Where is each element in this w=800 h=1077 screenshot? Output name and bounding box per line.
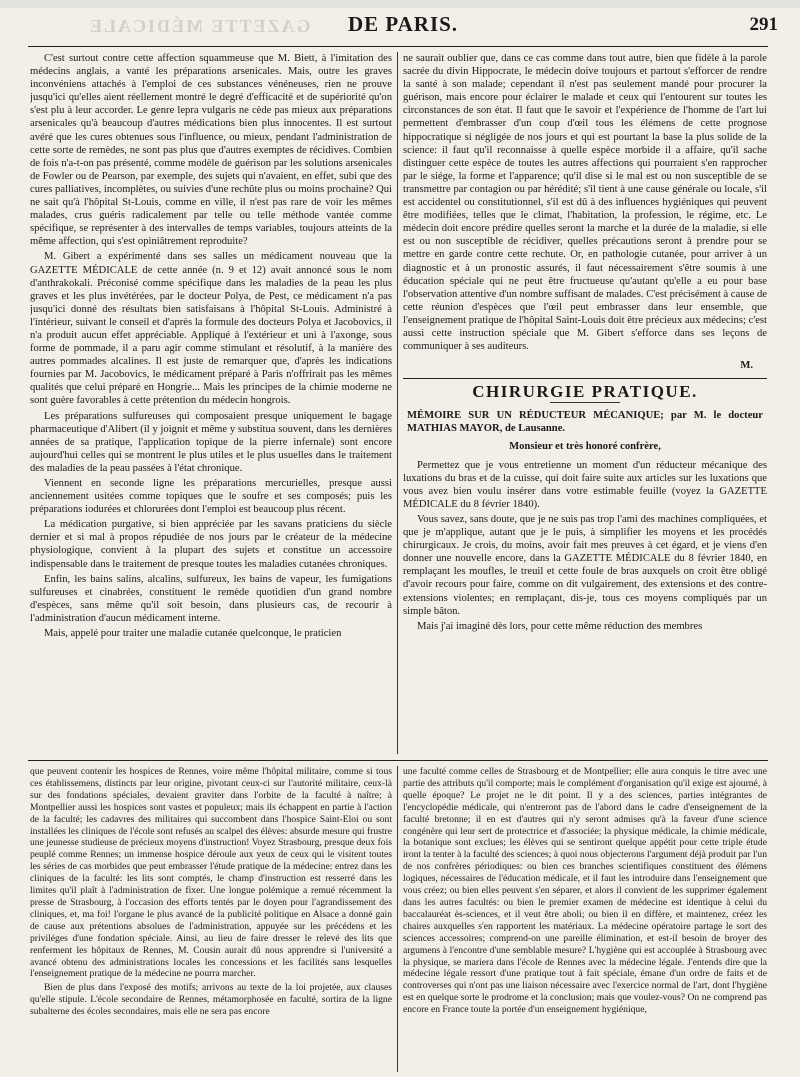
paragraph: une faculté comme celles de Strasbourg et de Montpellier; elle aura conquis le titre avec une partie des attributs qu'il comporte; mais le complément d'organisation qu'il exige est ajourné, à quelle époque? Le projet ne le dit point. Il y a des sciences, parties intégrantes de l'encyclopédie médicale, qui n'entreront pas de l'abord dans le cadre d'enseignement de la faculté bretonne; il en est d'autres qui n'y seront admises qu'à la faveur d'une science congénère qui leur sert de protectrice et d'associée; la physique médicale, la chimie médicale, la botanique sont exclues; les élèves qui se sentiront quelque appétit pour cette triple étude iront la tenter à la faculté des sciences; à quoi nous objecterons l'argument déjà produit par l'un de nos confrères périodiques: ou bien ces branches scientifiques constituent des élémens logiques, nécessaires de l'éducation médicale, et il faut les introduire dans l'enseignement que vous créez; ou bien elles peuvent s'en séparer, et alors il convient de les supprimer également dans les autres facultés: ou bien le premier examen de médecine est identique à celui du baccalauréat ès-sciences, et il veut être aboli; ou bien il en diffère, et maintenez, créez les chaires auxquelles s'en rapportent les matériaux. La médecine opératoire partage le sort des sciences accessoires; comprend-on une pareille élimination, et est-il besoin de broyer des argumens à l'encontre d'une semblable mesure? L'hygiène qui est accouplée à Strasbourg avec la physique, se mariera dans l'école de Rennes avec la médecine légale. J'entends dire que la médecine légale ressort d'une pratique tout à fait spéciale, émane d'un ordre de faits et de controverses qui n'ont pas une liaison nécessaire avec l'exercice normal de l'art, dont l'hygiène est en quelque sorte le prodrome et la conclusion; mais que voulez-vous? On ne comprend pas encore en France toute la portée d'un enseignement hygiénique, xyxy=(403,766,767,1016)
bottom-right-column xyxy=(403,766,767,1072)
page-header xyxy=(28,12,778,42)
paragraph: Les préparations sulfureuses qui composaient presque uniquement le bagage pharmaceutique d'Alibert (il y joignit et même y substitua souvent, dans les dernières années de sa pratique, l'application topique de la pierre infernale) sont encore aujourd'hui celles qui se montrent le plus utiles et le plus usuelles dans le traitement des maladies de la peau passées à l'état chronique. xyxy=(30,410,392,474)
page-number: 291 xyxy=(749,14,778,35)
title-underline xyxy=(550,402,620,403)
header-rule xyxy=(28,46,768,47)
paragraph: C'est surtout contre cette affection squammeuse que M. Biett, à l'imitation des médecins anglais, a vanté les préparations arsenicales. Mais, outre les graves inconvéniens attachés à l'emploi de ces substances vénéneuses, rien ne prouve jusqu'ici qu'elles aient réellement montré le degré d'efficacité et de supériorité qu'on s'est plu à leur accorder. Le genre lepra vulgaris ne cède pas mieux aux préparations arsenicales qu'à beaucoup d'autres médications bien plus innocentes. Il est surtout avéré que les cures obtenues sous l'influence, ou mieux, pendant l'administration de cette sorte de remèdes, ne sont pas plus que d'autres exemptes de récidives. Combien de fois n'a-t-on pas présenté, comme modèle de guérison par les solutions arsenicales de Fowler ou de Pearson, par exemple, des sujets qui n'avaient, en effet, subi que des cures palliatives, incomplètes, ou suivies d'une rechûte plus ou moins prochaine? Qui ne sait qu'à l'hôpital St-Louis, comme en ville, il n'est pas rare de voir les mêmes malades, crus guéris radicalement par telle ou telle méthode vantée comme spécifique, se représenter à des intervalles de temps variables, toujours atteints de la même affection, qui s'est opiniâtrement reproduite? xyxy=(30,53,392,248)
column-divider-bottom xyxy=(397,766,398,1072)
paragraph: Enfin, les bains salins, alcalins, sulfureux, les bains de vapeur, les fumigations sulfureuses et cinabrées, constituent le remède quotidien d'un grand nombre d'espèces, sans même qu'il soit besoin, dans plusieurs cas, de recourir à l'administration d'aucun médicament interne. xyxy=(30,573,392,624)
paragraph: M. Gibert a expérimenté dans ses salles un médicament nouveau que la GAZETTE MÉDICALE de cette année (n. 9 et 12) avait annoncé sous le nom d'anthrakokali. Préconisé comme spécifique dans les maladies de la peau les plus graves et les plus invétérées, par le docteur Polya, de Pest, ce médicament n'a pas jusqu'ici donné des résultats bien satisfaisans à l'hôpital St-Louis. Administré à l'intérieur, suivant le conseil et d'après la formule des docteurs Polya et Jacobovics, il n'a produit aucun effet appréciable. Appliqué à l'extérieur et uni à l'axonge, sous forme de pommade, il a paru agir comme stimulant et résolutif, à la manière des autres pommades alcalines. Il est juste de remarquer que, d'après les indications fournies par M. Jacobovics, le médicament préparé à Paris n'offrirait pas les mêmes qualités que celui préparé en Hongrie... Mais les principes de la chimie moderne ne sont guère favorables à cette prétention du médecin hongrois. xyxy=(30,251,392,407)
paragraph: La médication purgative, si bien appréciée par les savans praticiens du siècle dernier et si mal à propos répudiée de nos jours par le créateur de la médecine physiologique, convient à la plupart des sujets et constitue un accessoire indispensable dans le traitement de presque toutes les maladies cutanées chroniques. xyxy=(30,519,392,570)
page-edge-shade xyxy=(0,0,800,8)
column-divider xyxy=(397,52,398,754)
paragraph: Mais, appelé pour traiter une maladie cutanée quelconque, le praticien xyxy=(44,628,342,640)
section-separator-rule xyxy=(28,760,768,761)
salutation: Monsieur et très honoré confrère, xyxy=(509,440,661,452)
paragraph: que peuvent contenir les hospices de Rennes, voire même l'hôpital militaire, comme si tous ces établissemens, distincts par leur origine, pivotant ceux-ci sur l'autorité militaire, ceux-là sur des fondations spéciales, devaient graviter dans l'orbite de la faculté à naître; à Montpellier aussi les hospices sont vastes et populeux; mais ils échappent en partie à l'action de la faculté; les cadavres des militaires qui succombent dans l'hospice Saint-Eloi ou sont installées les cliniques de l'école sont refusés au scalpel des élèves: absurde mesure qui frustre une jeunesse studieuse de précieux moyens d'instruction! Voyez Strasbourg, presque deux fois peuplé comme Rennes; un immense hospice déroule aux yeux de ceux qui le visitent toutes les séries de cas morbides que peut embrasser l'étude pratique de la médecine: entrez dans les cliniques de la faculté: les lits sont comptés, le champ d'instruction est resserré dans les limites qu'il plaît à l'administration de fixer. Une longue polémique a remué récemment la presse de Strasbourg, à l'occasion des efforts tentés par le doyen pour l'agrandissement des cliniques, et, ma foi! l'organe le plus avancé de la publicité politique en Alsace a donné gain de cause aux prétentions absolues de l'administration, appuyée sur les précédens et les priviléges d'une fondation spéciale. Ainsi, au lieu de faire dresser le relevé des lits que renferment les hôpitaux de Rennes, M. Cousin aurait dû nous apprendre si l'université a avancé obtenu des administrations locales les concessions et les facilités sans lesquelles l'enseignement pratique de la médecine ne pourra marcher. xyxy=(30,766,392,980)
paragraph: ne saurait oublier que, dans ce cas comme dans tout autre, bien que fidèle à la parole sacrée du divin Hippocrate, le médecin doive toujours et partout s'efforcer de rendre la santé à son malade; cependant il n'est pas seulement mandé pour procurer la guérison, mais encore pour éclairer le malade et ceux qui l'entourent sur toutes les circonstances de son état. Il faut que le savoir et l'expérience de l'homme de l'art lui permettent d'embrasser d'un coup d'œil tous les élémens de cette prognose hippocratique si négligée de nos jours et qui est pourtant la base la plus solide de la science: il faut qu'il reconnaisse à quelle espèce morbide il a affaire, qu'il sache distinguer cette espèce de toutes les autres affections qui pourraient s'en rapprocher par le siége, la forme et l'apparence; qu'il dise si le mal est ou non susceptible de se transmettre par contagion ou par hérédité; s'il tient à une cause générale ou locale, s'il est accidentel ou constitutionnel, s'il est dû à des influences hygiéniques qui peuvent être modifiées, telles que le climat, l'habitation, la profession, le régime, etc. Le médecin doit encore prédire quelles seront la marche et la durée de la maladie, si elle est ou non susceptible de récidiver, quelles précautions seront à prendre pour se mettre en garde contre cette rechute. Or, en pathologie cutanée, pour arriver à un diagnostic et à un pronostic assurés, il faut nécessairement s'être soumis à une éducation spéciale qui ne peut être fructueuse qu'autant qu'elle a eu pour base l'observation attentive d'un nombre suffisant de malades. C'est précisément à cause de cette réunion d'espèces que l'œil peut embrasser dans leur ensemble, que l'enseignement pratique de l'hôpital Saint-Louis doit être précieux aux médecins; c'est aussi cette instruction spéciale que M. Gibert s'efforce dans ses leçons de communiquer à ses auditeurs. xyxy=(403,53,767,353)
section-title: CHIRURGIE PRATIQUE. xyxy=(472,382,698,402)
right-column xyxy=(403,52,767,752)
paragraph: Bien de plus dans l'exposé des motifs; arrivons au texte de la loi projetée, aux clauses qu'elle stipule. L'école secondaire de Rennes, métamorphosée en faculté, sortira de la ligne subalterne des écoles secondaires, mais elle ne sera pas encore xyxy=(30,982,392,1018)
section-rule xyxy=(403,378,767,379)
paragraph: Vous savez, sans doute, que je ne suis pas trop l'ami des machines compliquées, et que je m'applique, autant que je le puis, à simplifier les moyens et les procédés chirurgicaux. Je crois, du moins, avoir fait mes preuves à cet égard, et je viens d'en donner une nouvelle encore, dans la GAZETTE MÉDICALE du 8 février 1840, en remplaçant les moufles, le treuil et cette foule de bras auxquels on croit être obligé d'avoir recours pour faire, comme on dit vulgairement, des extensions et des contre-extensions violentes; en remplaçant, dis-je, tous ces moyens compliqués par un simple bâton. xyxy=(403,514,767,617)
running-title: DE PARIS. xyxy=(347,12,459,36)
left-column xyxy=(30,52,392,752)
signature: M. xyxy=(740,360,753,372)
paragraph: Permettez que je vous entretienne un moment d'un réducteur mécanique des luxations du bras et de la cuisse, qui doit faire suite aux articles sur les luxations que vous avez bien voulu insérer dans votre estimable feuille (voyez la GAZETTE MÉDICALE du 8 février 1840). xyxy=(403,459,767,510)
memoire-title: MÉMOIRE SUR UN RÉDUCTEUR MÉCANIQUE; par M. le docteur MATHIAS MAYOR, de Lausanne. xyxy=(407,410,763,435)
paragraph: Mais j'ai imaginé dès lors, pour cette même réduction des membres xyxy=(417,620,703,632)
paragraph: Viennent en seconde ligne les préparations mercurielles, presque aussi anciennement usitées comme topiques que le soufre et ses composés; puis les préparations iodurées et chlorurées dont l'emploi est beaucoup plus récent. xyxy=(30,478,392,516)
bottom-left-column xyxy=(30,766,392,1072)
bleed-through-text: GAZETTE MÉDICALE xyxy=(88,16,311,36)
